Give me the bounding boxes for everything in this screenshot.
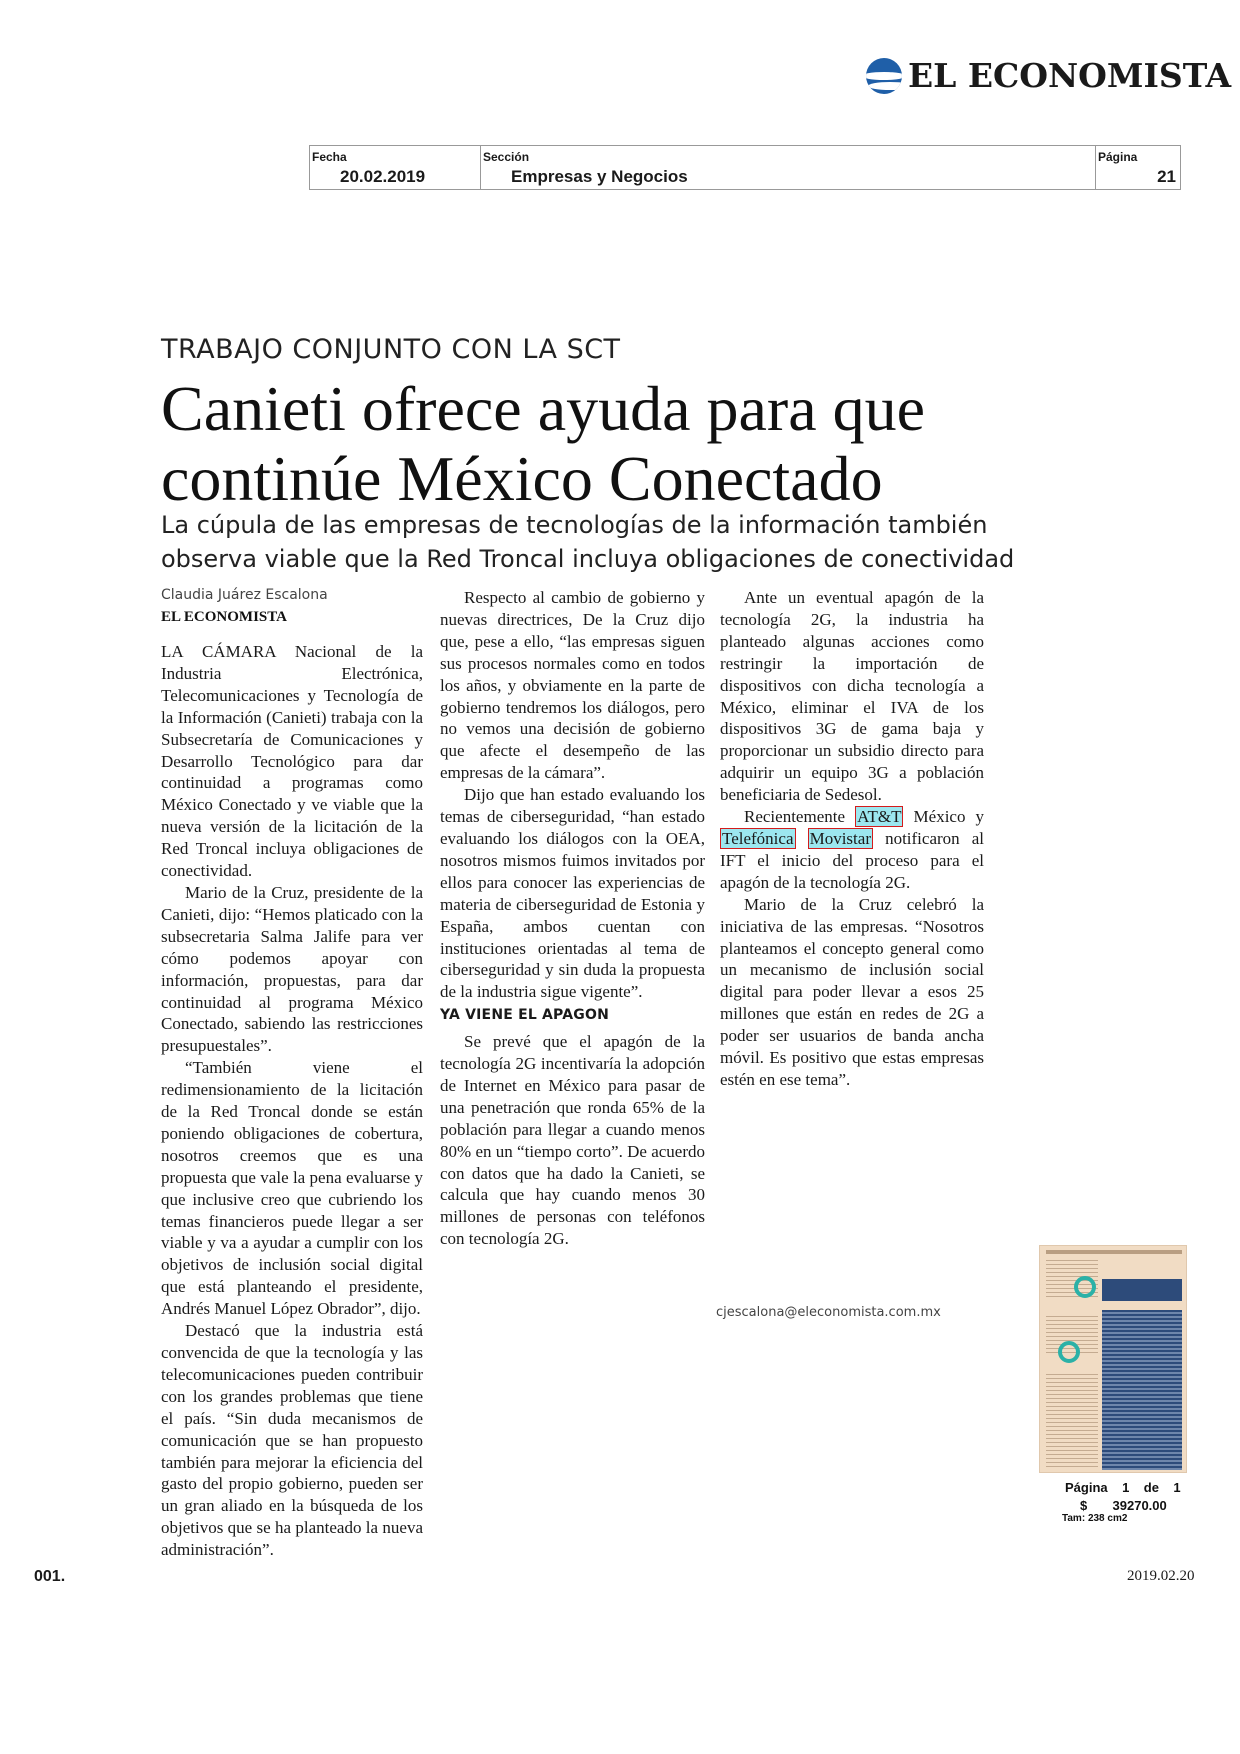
paragraph: Dijo que han estado evaluando los temas de ciberseguridad, “han estado evaluando los diálogos con la OEA, nosotros mismos fuimos invitados por ellos para conocer las experiencias de materia de ciberseguridad de Estonia y España, ambos cuentan con instituciones orientadas al tema de ciberseguridad y sin duda la propuesta de la industria sigue vigente”. (440, 785, 705, 1002)
section-heading: YA VIENE EL APAGON (440, 1007, 609, 1024)
pagina-label: Página (1098, 150, 1138, 164)
seccion-cell (481, 146, 1096, 189)
pagina-cell (1096, 146, 1180, 189)
paragraph: Mario de la Cruz celebró la iniciativa de las empresas. “Nosotros planteamos el concepto general como un mecanismo de inclusión social digital para poder llevar a esos 25 millones que están en redes de 2G a poder ser usuarios de banda ancha móvil. Es positivo que estas empresas estén en ese tema”. (720, 894, 984, 1089)
article-outlet: EL ECONOMISTA (161, 609, 287, 625)
author-email[interactable]: cjescalona@eleconomista.com.mx (716, 1305, 941, 1320)
article-column-3 (720, 587, 984, 1091)
clip-page-info: Página 1 de 1 (1065, 1480, 1181, 1495)
paragraph: Destacó que la industria está convencida de que la tecnología y las telecomunicaciones pueden contribuir con los grandes problemas que tiene el país. “Sin duda mecanismos de comunicación que se han propuesto también para mejorar la eficiencia del gasto del propio gobierno, pueden ser un gran aliado en la búsqueda de los objetivos que se ha planteado la nueva administración”. (161, 1321, 423, 1560)
paragraph: Respecto al cambio de gobierno y nuevas directrices, De la Cruz dijo que, pese a ello, “las empresas siguen sus procesos normales como en todos los años, y obviamente en la parte de gobierno tendremos los diálogos, pero no vemos una decisión de gobierno que afecte el desempeño de las empresas de la cámara”. (440, 588, 705, 783)
article-kicker: TRABAJO CONJUNTO CON LA SCT (161, 334, 621, 365)
highlight-telefonica[interactable]: Telefónica (722, 828, 794, 848)
logo-globe-icon (866, 58, 902, 94)
highlight-att[interactable]: AT&T (857, 807, 902, 827)
article-subhead: La cúpula de las empresas de tecnologías de la información también observa viable que la Red Troncal incluya obligaciones de conectividad (161, 511, 1015, 573)
paragraph: Se prevé que el apagón de la tecnología 2G incentivaría la adopción de Internet en México para pasar de una penetración que ronda 65% de la población para llegar a cuando menos 80% en un “tiempo corto”. De acuerdo con datos que ha dado la Canieti, se calcula que hay cuando menos 30 millones de personas con teléfonos con tecnología 2G. (440, 1032, 705, 1249)
article-author: Claudia Juárez Escalona (161, 587, 328, 603)
paragraph-operators: Recientemente AT&T México y Telefónica Movistar notificaron al IFT el inicio del proceso para el apagón de la tecnología 2G. (720, 807, 985, 892)
paragraph: Mario de la Cruz, presidente de la Canieti, dijo: “Hemos platicado con la subsecretaria Salma Jalife para ver cómo podemos apoyar con información, propuestas, para dar continuidad al programa México Conectado, sabiendo las restricciones presupuestales”. (161, 882, 423, 1056)
fecha-cell (310, 146, 481, 189)
masthead-logo (866, 56, 1231, 95)
logo-text: EL ECONOMISTA (908, 56, 1232, 95)
seccion-value: Empresas y Negocios (511, 167, 688, 186)
clip-value: $ 39270.00 (1080, 1498, 1167, 1513)
page-thumbnail (1039, 1245, 1187, 1473)
footer-date: 2019.02.20 (1127, 1568, 1195, 1584)
seccion-label: Sección (483, 150, 530, 164)
paragraph: Ante un eventual apagón de la tecnología 2G, la industria ha planteado algunas acciones como restringir la importación de dispositivos con dicha tecnología a México, eliminar el IVA de los dispositivos 3G de gama baja y proporcionar un subsidio directo para adquirir un equipo 3G a población beneficiaria de Sedesol. (720, 588, 984, 805)
article-column-1 (161, 641, 423, 1561)
footer-index: 001. (34, 1568, 66, 1585)
article-headline: Canieti ofrece ayuda para que continúe México Conectado (161, 373, 926, 514)
header-info-box (309, 145, 1181, 190)
fecha-label: Fecha (312, 150, 347, 164)
article-column-2 (440, 587, 705, 1250)
highlight-movistar[interactable]: Movistar (809, 828, 871, 848)
fecha-value: 20.02.2019 (340, 167, 426, 186)
paragraph: LA CÁMARA Nacional de la Industria Electrónica, Telecomunicaciones y Tecnología de la Información (Canieti) trabaja con la Subsecretaría de Comunicaciones y Desarrollo Tecnológico para dar continuidad a programas como México Conectado y ve viable que la nueva versión de la licitación de la Red Troncal incluya obligaciones de conectividad. (161, 642, 423, 881)
paragraph: “También viene el redimensionamiento de la licitación de la Red Troncal donde se están poniendo obligaciones de cobertura, nosotros creemos que es una propuesta que vale la pena evaluarse y que inclusive creo que cubriendo los temas financieros puede llegar a ser viable y va a ayudar a cumplir con los objetivos de inclusión social digital que está planteando el presidente, Andrés Manuel López Obrador”, dijo. (161, 1058, 423, 1319)
pagina-value: 21 (1157, 167, 1176, 186)
clip-size: Tam: 238 cm2 (1062, 1513, 1128, 1524)
